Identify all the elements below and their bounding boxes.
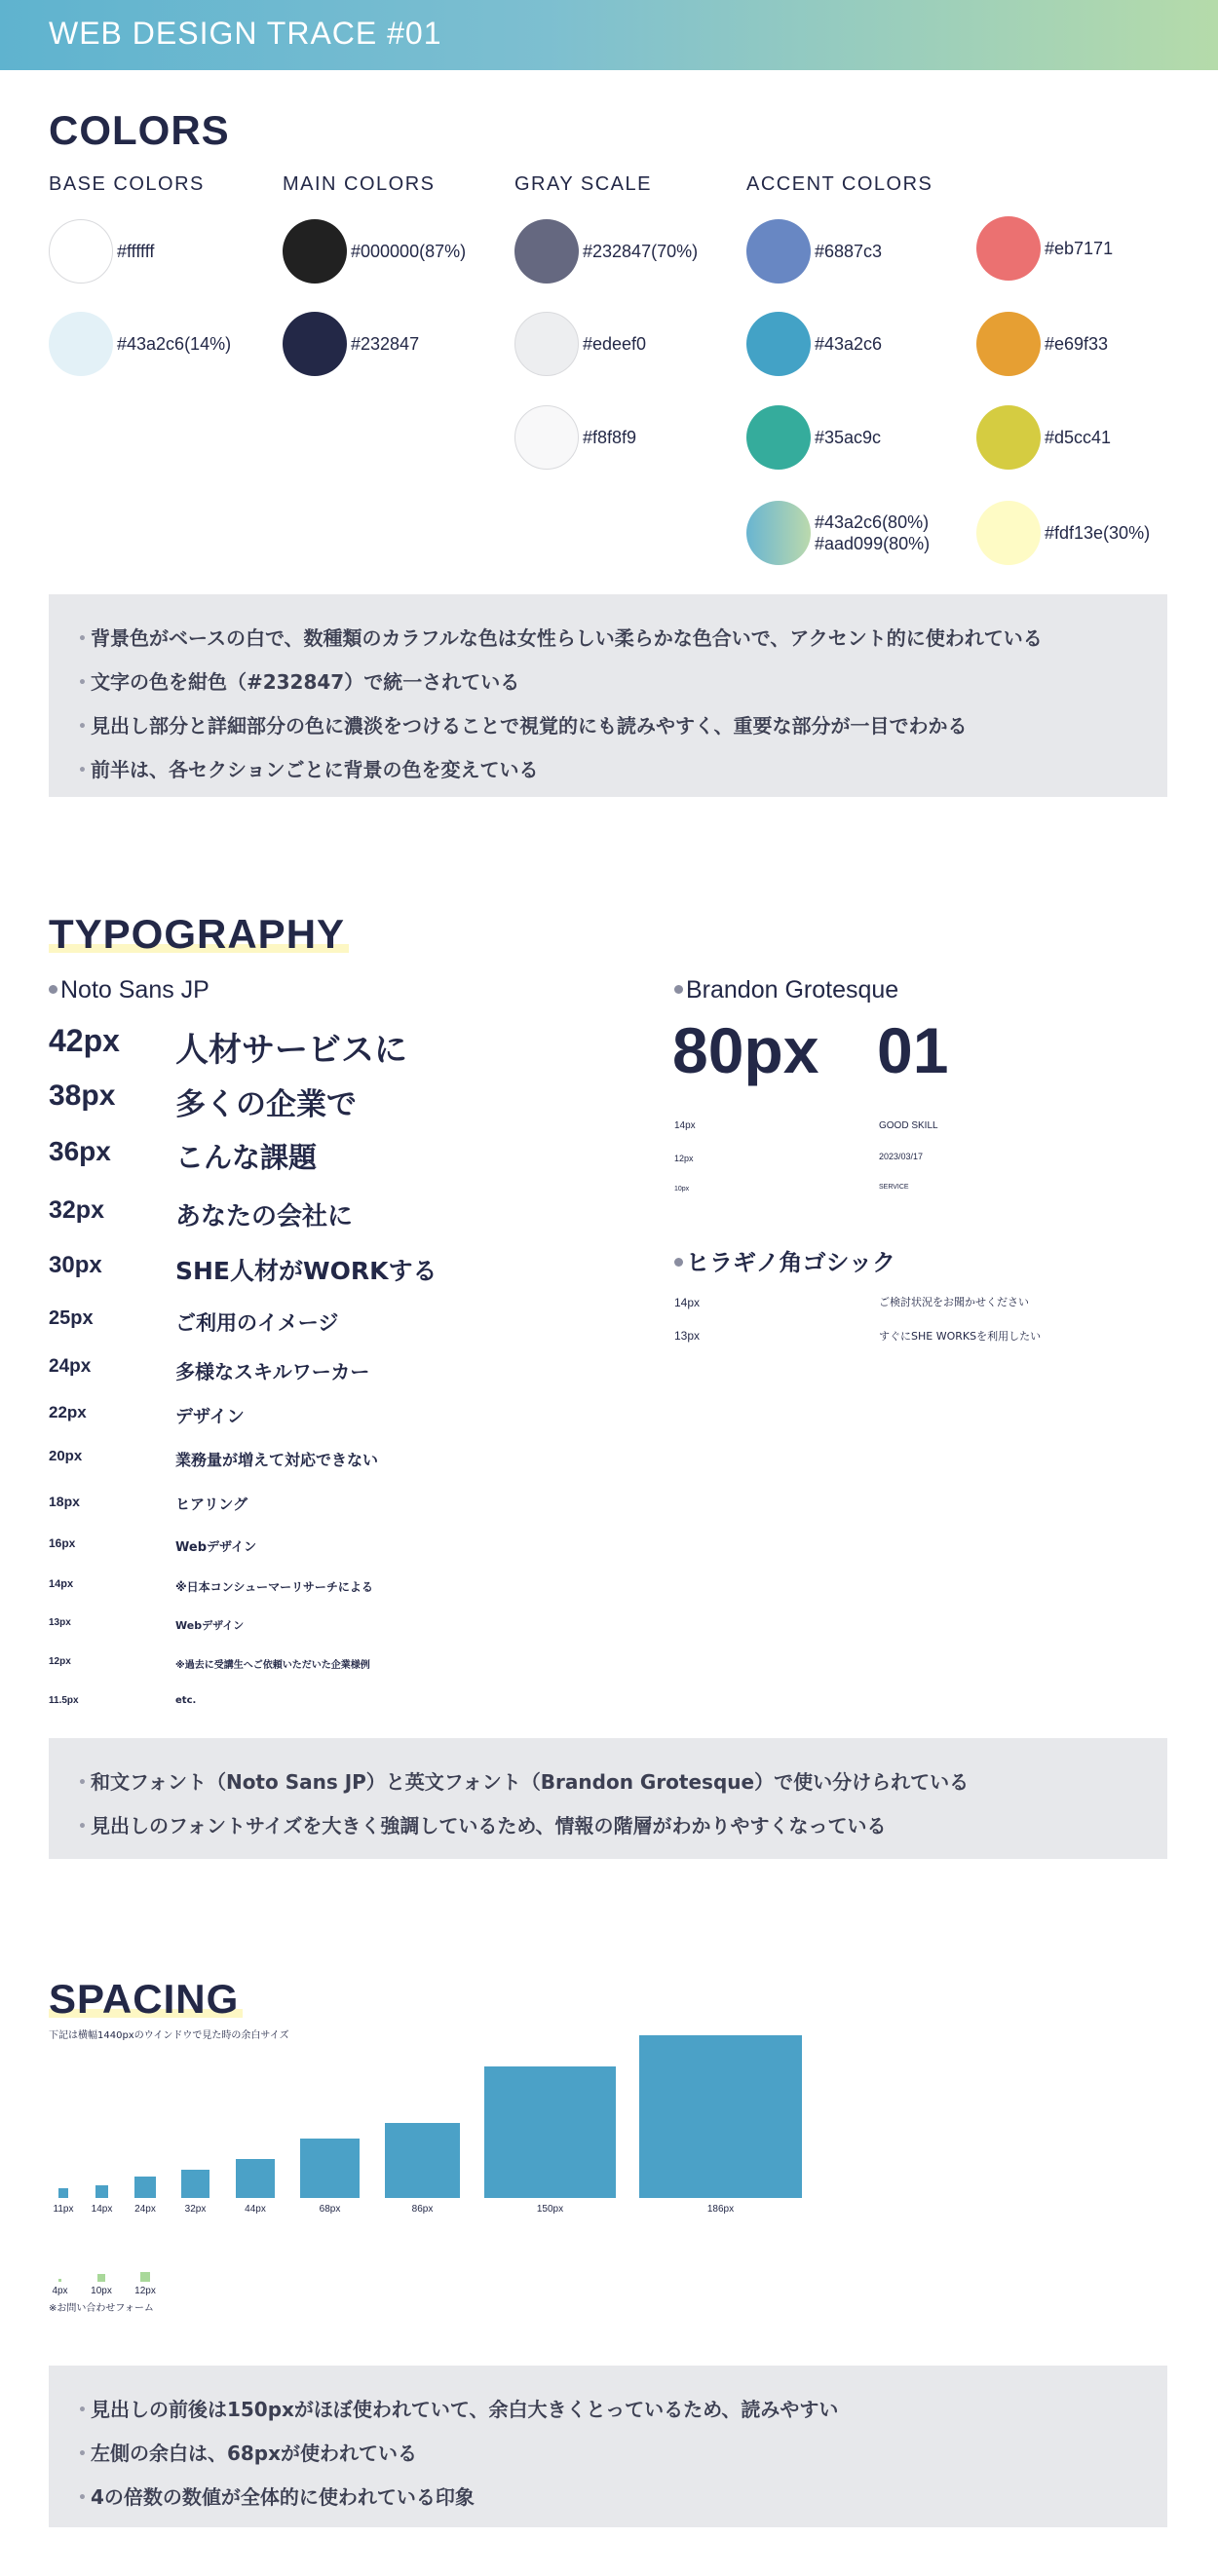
spacing-bar: [134, 2177, 156, 2198]
spacing-section-title: SPACING: [49, 1976, 243, 2023]
font-size-row: [49, 1695, 633, 1717]
brandon-big-size: 80px: [672, 1014, 819, 1086]
color-code: #edeef0: [583, 334, 647, 354]
brandon-sample: 2023/03/17: [879, 1152, 924, 1161]
gradient-color-dot: [746, 501, 811, 565]
color-code: #35ac9c: [815, 428, 882, 447]
page-title: WEB DESIGN TRACE #01: [49, 16, 442, 51]
font-size-row: [49, 1448, 633, 1475]
color-swatch: [976, 312, 1108, 376]
color-code: #6887c3: [815, 242, 883, 261]
font-size-label: 13px: [49, 1617, 71, 1628]
color-swatch: [976, 405, 1111, 470]
font-size-row: [49, 1578, 633, 1602]
spacing-bar: [300, 2139, 360, 2198]
form-spacing-bar: [140, 2272, 150, 2282]
font-size-row: [49, 1080, 633, 1121]
note-item: • 見出しのフォントサイズを大きく強調しているため、情報の階層がわかりやすくなっている: [78, 1805, 1138, 1849]
base-colors-label: BASE COLORS: [49, 173, 205, 195]
font-sample-text: 人材サービスに: [175, 1031, 407, 1070]
font-sample-text: 多様なスキルワーカー: [175, 1360, 370, 1383]
font-size-label: 12px: [49, 1656, 71, 1667]
color-dot: [976, 501, 1041, 565]
font-sample-text: ご利用のイメージ: [175, 1311, 339, 1335]
color-swatch: [746, 405, 881, 470]
brandon-size: 12px: [674, 1154, 694, 1163]
font-sample-text: ヒアリング: [175, 1496, 248, 1513]
spacing-bar: [385, 2123, 460, 2198]
font-size-row: [49, 1136, 633, 1176]
color-dot: [514, 405, 579, 470]
color-code: #43a2c6(14%): [117, 334, 232, 354]
spacing-bar-label: 86px: [411, 2204, 434, 2215]
hiragino-sample: ご検討状況をお聞かせください: [879, 1296, 1029, 1308]
colors-section-title: COLORS: [49, 107, 230, 153]
note-item: • 前半は、各セクションごとに背景の色を変えている: [78, 749, 1138, 793]
form-spacing-label: 12px: [134, 2286, 156, 2296]
form-spacing-bar: [97, 2274, 105, 2282]
note-item: • 和文フォント（Noto Sans JP）と英文フォント（Brandon Grotesque）で使い分けられている: [78, 1762, 1138, 1805]
bullet-icon: [49, 985, 57, 994]
color-dot: [514, 312, 579, 376]
spacing-bar: [181, 2170, 209, 2198]
color-swatch: [49, 312, 231, 376]
font-size-row: [49, 1536, 633, 1561]
form-note: ※お問い合わせフォーム: [49, 2303, 154, 2314]
note-item: • 4の倍数の数値が全体的に使われている印象: [78, 2477, 1138, 2520]
note-item: • 見出しの前後は150pxがほぼ使われていて、余白大きくとっているため、読みやすい: [78, 2389, 1138, 2433]
font-size-row: [49, 1617, 633, 1640]
hiragino-heading: ヒラギノ角ゴシック: [674, 1243, 895, 1277]
font-sample-text: ※日本コンシューマーリサーチによる: [175, 1580, 373, 1594]
color-code-line: #aad099(80%): [815, 534, 931, 553]
spacing-bar-label: 186px: [706, 2204, 735, 2215]
font-size-label: 36px: [49, 1136, 111, 1166]
spacing-bar-label: 24px: [134, 2204, 156, 2215]
spacing-bar-label: 150px: [536, 2204, 564, 2215]
color-code: #eb7171: [1045, 239, 1114, 258]
spacing-bar-label: 32px: [184, 2204, 207, 2215]
color-dot: [746, 219, 811, 284]
font-size-label: 30px: [49, 1252, 102, 1278]
note-item: • 見出し部分と詳細部分の色に濃淡をつけることで視覚的にも読みやすく、重要な部分が一目でわかる: [78, 705, 1138, 749]
color-swatch: [746, 501, 930, 565]
color-code: #fdf13e(30%): [1045, 523, 1151, 543]
main-colors-label: MAIN COLORS: [283, 173, 436, 195]
spacing-notes-box: [49, 2366, 1167, 2527]
color-swatch: [514, 312, 646, 376]
color-code: #232847(70%): [583, 242, 699, 261]
font-size-row: [49, 1494, 633, 1520]
bullet-icon: [674, 1258, 683, 1267]
typography-section-title: TYPOGRAPHY: [49, 911, 349, 958]
color-dot: [976, 216, 1041, 281]
typography-notes-box: [49, 1738, 1167, 1859]
note-item: • 背景色がベースの白で、数種類のカラフルな色は女性らしい柔らかな色合いで、アクセント的に使われている: [78, 618, 1138, 662]
font-size-label: 24px: [49, 1356, 92, 1377]
spacing-subtitle: 下記は横幅1440pxのウインドウで見た時の余白サイズ: [49, 2030, 289, 2041]
spacing-bar-label: 68px: [319, 2204, 341, 2215]
font-sample-text: Webデザイン: [175, 1619, 245, 1632]
bullet-icon: [674, 985, 683, 994]
color-code-line: #43a2c6(80%): [815, 512, 930, 532]
spacing-bar: [58, 2188, 68, 2198]
font-size-label: 11.5px: [49, 1695, 79, 1706]
color-swatch: [283, 312, 419, 376]
color-dot: [514, 219, 579, 284]
font-size-row: [49, 1023, 633, 1068]
font-sample-text: デザイン: [175, 1407, 245, 1427]
hiragino-size: 14px: [674, 1296, 701, 1309]
color-dot: [283, 219, 347, 284]
brandon-sample: GOOD SKILL: [879, 1120, 938, 1131]
color-code: [815, 511, 930, 554]
font-size-label: 16px: [49, 1536, 76, 1550]
form-spacing-label: 4px: [52, 2286, 68, 2296]
gray-scale-label: GRAY SCALE: [514, 173, 652, 195]
color-dot: [976, 405, 1041, 470]
spacing-bar-label: 11px: [53, 2204, 74, 2215]
color-swatch: [514, 405, 636, 470]
color-code: #000000(87%): [351, 242, 467, 261]
font-sample-text: etc.: [175, 1695, 197, 1706]
color-swatch: [976, 501, 1150, 565]
color-code: #f8f8f9: [583, 428, 637, 447]
brandon-big-sample: 01: [877, 1014, 949, 1086]
spacing-bar: [236, 2159, 275, 2198]
font-sample-text: あなたの会社に: [175, 1202, 354, 1231]
color-swatch: [746, 312, 882, 376]
accent-colors-label: ACCENT COLORS: [746, 173, 933, 195]
note-item: • 左側の余白は、68pxが使われている: [78, 2433, 1138, 2477]
color-dot: [746, 312, 811, 376]
color-swatch: [746, 219, 882, 284]
font-size-label: 18px: [49, 1494, 80, 1509]
hiragino-size: 13px: [674, 1329, 701, 1343]
font-size-label: 38px: [49, 1080, 116, 1112]
font-sample-text: Webデザイン: [175, 1540, 257, 1555]
brandon-heading: Brandon Grotesque: [674, 976, 898, 1004]
color-dot: [976, 312, 1041, 376]
color-dot: [49, 219, 113, 284]
color-code: #232847: [351, 334, 420, 354]
font-sample-text: 多くの企業で: [175, 1087, 357, 1122]
color-dot: [746, 405, 811, 470]
font-sample-text: SHE人材がWORKする: [175, 1257, 438, 1285]
font-size-row: [49, 1356, 633, 1387]
font-size-row: [49, 1196, 633, 1233]
colors-notes-box: [49, 594, 1167, 797]
spacing-bar: [484, 2066, 616, 2198]
brandon-size: 14px: [674, 1120, 696, 1131]
font-size-row: [49, 1656, 633, 1678]
note-item: • 文字の色を紺色（#232847）で統一されている: [78, 662, 1138, 705]
spacing-bar-label: 14px: [91, 2204, 113, 2215]
color-code: #e69f33: [1045, 334, 1109, 354]
font-size-row: [49, 1403, 633, 1432]
color-code: #d5cc41: [1045, 428, 1112, 447]
font-size-label: 22px: [49, 1403, 87, 1421]
color-swatch: [514, 219, 698, 284]
hiragino-sample: すぐにSHE WORKSを利用したい: [879, 1330, 1042, 1343]
color-code: #ffffff: [117, 242, 155, 261]
font-size-row: [49, 1252, 633, 1288]
font-sample-text: ※過去に受講生へご依頼いただいた企業様例: [175, 1660, 370, 1671]
color-swatch: [283, 219, 466, 284]
color-dot: [283, 312, 347, 376]
color-swatch: [49, 219, 154, 284]
font-sample-text: こんな課題: [175, 1141, 318, 1174]
font-sample-text: 業務量が増えて対応できない: [175, 1451, 379, 1469]
font-size-label: 42px: [49, 1023, 120, 1058]
form-spacing-label: 10px: [91, 2286, 112, 2296]
brandon-sample: SERVICE: [879, 1184, 909, 1191]
font-size-label: 32px: [49, 1196, 104, 1224]
font-size-row: [49, 1307, 633, 1340]
spacing-bar-label: 44px: [245, 2204, 266, 2215]
form-spacing-bar: [58, 2279, 61, 2282]
header-bar: [0, 0, 1218, 70]
noto-sans-heading: Noto Sans JP: [49, 976, 209, 1004]
font-size-label: 25px: [49, 1307, 94, 1329]
spacing-bar: [639, 2035, 802, 2198]
color-dot: [49, 312, 113, 376]
font-size-label: 20px: [49, 1448, 83, 1464]
brandon-size: 10px: [674, 1186, 690, 1193]
color-swatch: [976, 216, 1113, 281]
spacing-bar: [95, 2185, 108, 2198]
font-size-label: 14px: [49, 1578, 74, 1590]
color-code: #43a2c6: [815, 334, 883, 354]
